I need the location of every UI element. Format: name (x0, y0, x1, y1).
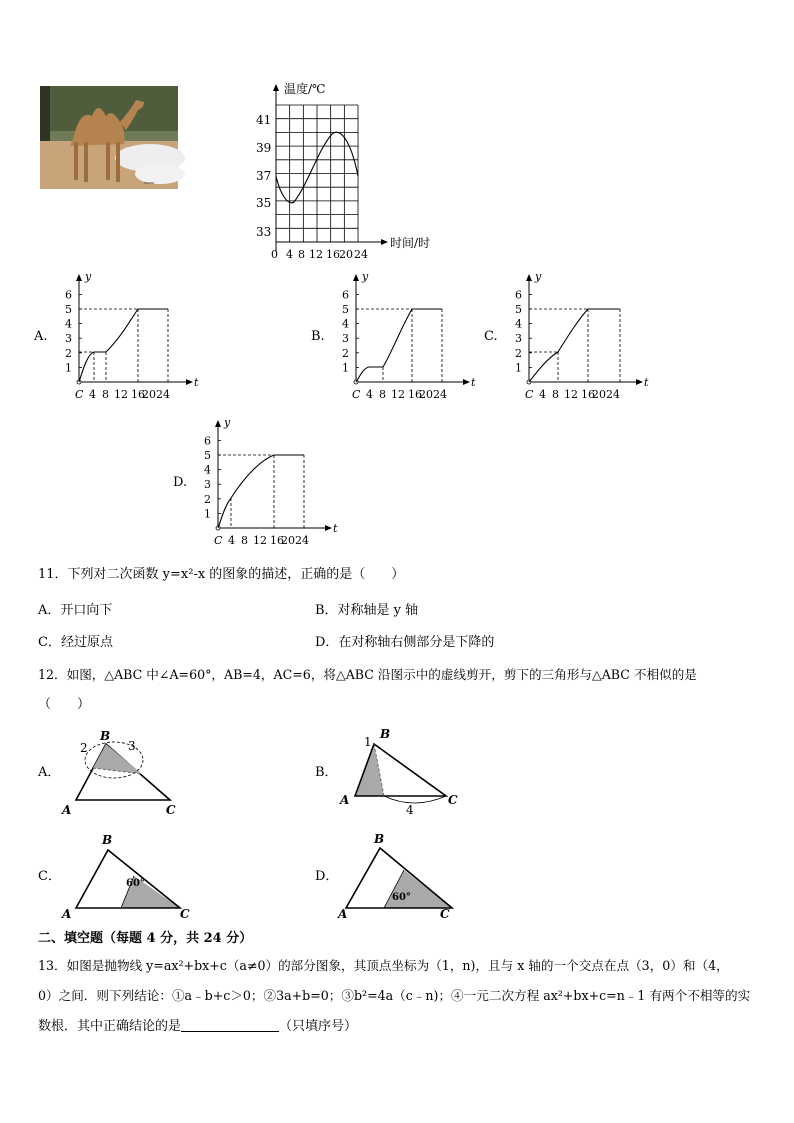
origin-label: C (352, 388, 361, 401)
x-tick-label: 20 (419, 388, 433, 401)
temp-y-arrow (273, 84, 279, 91)
x-tick-label: 4 (539, 388, 546, 401)
vertex-label-c: C (440, 907, 450, 921)
y-tick-label: 3 (204, 478, 211, 492)
x-tick-label: 8 (102, 388, 109, 401)
y-arrow (215, 420, 221, 427)
option-label: A. (34, 329, 48, 344)
temp-xlabel: 时间/时 (390, 236, 431, 250)
length-label: 3 (128, 739, 136, 753)
temperature-grid (276, 105, 358, 242)
section2-heading: 二、填空题（每题 4 分，共 24 分） (38, 931, 253, 946)
x-tick-label: 16 (131, 388, 145, 401)
q12-figure-c[interactable] (56, 830, 196, 922)
x-tick-label: 12 (114, 388, 128, 401)
q12-option-a-label[interactable]: A． (38, 765, 61, 780)
graph-curve (79, 309, 168, 382)
option-label: B. (311, 329, 325, 344)
y-tick-label: 1 (204, 507, 211, 521)
y-tick-label: 6 (65, 288, 72, 302)
angle-label: 60° (126, 878, 145, 889)
y-tick-label: 4 (515, 317, 522, 331)
y-tick-label: 5 (65, 303, 72, 316)
y-axis-label: y (85, 270, 92, 283)
option-graph-a[interactable] (34, 268, 234, 402)
y-tick-label: 2 (515, 346, 522, 360)
x-tick-label: 24 (156, 388, 170, 401)
option-graph-b[interactable] (311, 268, 511, 402)
answer-blank[interactable] (181, 1018, 279, 1032)
y-tick-label: 5 (204, 449, 211, 462)
origin-label: C (525, 388, 534, 401)
y-tick-label: 4 (204, 463, 211, 477)
y-axis-label: y (535, 270, 542, 283)
temp-xtick: 8 (298, 248, 305, 261)
x-tick-label: 16 (581, 388, 595, 401)
temperature-chart (256, 80, 442, 261)
y-tick-label: 6 (342, 288, 349, 302)
q12-stem-line2: （ ） (38, 697, 91, 712)
q12-figure-d[interactable] (334, 830, 474, 922)
y-tick-label: 2 (65, 346, 72, 360)
q11-choice-a[interactable]: A．开口向下 (38, 603, 113, 618)
q11-choice-c[interactable]: C．经过原点 (38, 635, 113, 650)
y-tick-label: 1 (342, 361, 349, 375)
x-tick-label: 24 (606, 388, 620, 401)
length-label: 2 (80, 741, 88, 755)
y-tick-label: 3 (65, 332, 72, 346)
q12-stem-line1: 12．如图，△ABC 中∠A=60°，AB=4，AC=6，将△ABC 沿图示中的虚线剪开，剪下的三角形与△ABC 不相似的是 (38, 667, 697, 682)
y-tick-label: 4 (65, 317, 72, 331)
origin-label: C (214, 534, 223, 547)
angle-label: 60° (392, 892, 411, 903)
temp-ytick: 35 (256, 196, 272, 210)
x-axis-label: t (333, 522, 338, 535)
x-tick-label: 12 (564, 388, 578, 401)
x-axis-label: t (644, 376, 649, 389)
q11-choice-b[interactable]: B．对称轴是 y 轴 (315, 603, 419, 618)
x-tick-label: 12 (253, 534, 267, 547)
temp-x-arrow (381, 239, 388, 245)
y-tick-label: 2 (204, 492, 211, 506)
q13-line3-text: 数根．其中正确结论的是 (38, 1019, 182, 1034)
option-label: C. (484, 329, 498, 344)
vertex-label-a: A (62, 907, 72, 921)
x-arrow (186, 379, 193, 385)
y-tick-label: 3 (515, 332, 522, 346)
x-tick-label: 8 (241, 534, 248, 547)
x-tick-label: 12 (391, 388, 405, 401)
x-arrow (636, 379, 643, 385)
y-axis-label: y (362, 270, 369, 283)
y-tick-label: 1 (515, 361, 522, 375)
vertex-label-b: B (374, 832, 385, 846)
length-label: 4 (406, 803, 414, 817)
vertex-label-b: B (100, 729, 111, 743)
graph-curve (529, 309, 620, 382)
temp-ytick: 33 (256, 225, 272, 239)
q11-stem: 11．下列对二次函数 y=x²-x 的图象的描述，正确的是（ ） (38, 567, 405, 582)
q13-line1: 13．如图是抛物线 y=ax²+bx+c（a≠0）的部分图象，其顶点坐标为（1，n)，且与 x 轴的一个交点在点（3，0）和（4， (38, 958, 729, 973)
temp-xtick: 4 (286, 248, 293, 261)
y-tick-label: 2 (342, 346, 349, 360)
y-arrow (526, 274, 532, 281)
x-tick-label: 8 (379, 388, 386, 401)
origin-label: C (75, 388, 84, 401)
vertex-label-c: C (166, 803, 176, 817)
y-tick-label: 5 (342, 303, 349, 316)
shaded-cut-triangle (355, 744, 384, 796)
y-tick-label: 1 (65, 361, 72, 375)
x-tick-label: 20 (281, 534, 295, 547)
q12-option-b-label[interactable]: B． (315, 765, 338, 780)
option-graph-d[interactable] (173, 414, 373, 548)
x-arrow (463, 379, 470, 385)
x-tick-label: 20 (142, 388, 156, 401)
x-axis-label: t (194, 376, 199, 389)
temp-xtick: 20 (339, 248, 353, 261)
temp-ytick: 37 (256, 169, 272, 183)
vertex-label-a: A (338, 907, 348, 921)
y-tick-label: 4 (342, 317, 349, 331)
y-arrow (353, 274, 359, 281)
temp-xtick: 24 (354, 248, 368, 261)
y-axis-label: y (224, 416, 231, 429)
x-axis-label: t (471, 376, 476, 389)
x-tick-label: 8 (552, 388, 559, 401)
length-label: 1 (364, 735, 372, 749)
x-tick-label: 24 (295, 534, 309, 547)
x-tick-label: 16 (408, 388, 422, 401)
x-tick-label: 20 (592, 388, 606, 401)
graph-curve (356, 309, 442, 382)
y-tick-label: 3 (342, 332, 349, 346)
q12-figure-b[interactable] (334, 726, 474, 818)
camel-photo (40, 86, 178, 189)
vertex-label-b: B (102, 833, 113, 847)
q12-figure-a[interactable] (56, 726, 196, 818)
option-label: D. (173, 475, 188, 490)
x-tick-label: 4 (89, 388, 96, 401)
vertex-label-a: A (340, 793, 350, 807)
temp-ytick: 41 (256, 113, 272, 127)
y-tick-label: 6 (204, 434, 211, 448)
x-tick-label: 24 (433, 388, 447, 401)
q13-line3 (38, 1018, 357, 1035)
y-tick-label: 6 (515, 288, 522, 302)
option-graph-c[interactable] (484, 268, 684, 402)
q13-line2: 0）之间．则下列结论：①a﹣b+c＞0；②3a+b=0；③b²=4a（c﹣n)；④一元二次方程 ax²+bx+c=n﹣1 有两个不相等的实 (38, 988, 751, 1003)
y-arrow (76, 274, 82, 281)
x-tick-label: 4 (228, 534, 235, 547)
q12-option-c-label[interactable]: C． (38, 869, 61, 884)
q12-option-d-label[interactable]: D． (315, 869, 339, 884)
temp-xtick: 0 (271, 248, 278, 261)
vertex-label-c: C (448, 793, 458, 807)
x-tick-label: 16 (270, 534, 284, 547)
x-tick-label: 4 (366, 388, 373, 401)
temp-ytick: 39 (256, 141, 272, 155)
vertex-label-a: A (62, 803, 72, 817)
graph-curve (218, 455, 304, 528)
vertex-label-c: C (180, 907, 190, 921)
x-arrow (325, 525, 332, 531)
q11-choice-d[interactable]: D．在对称轴右侧部分是下降的 (315, 635, 495, 650)
vertex-label-b: B (380, 727, 391, 741)
temp-xtick: 16 (326, 248, 340, 261)
y-tick-label: 5 (515, 303, 522, 316)
temp-xtick: 12 (309, 248, 323, 261)
temp-ylabel: 温度/℃ (284, 82, 326, 96)
q13-line3-end: （只填序号） (279, 1019, 358, 1034)
svg-text:www: www (144, 180, 155, 185)
